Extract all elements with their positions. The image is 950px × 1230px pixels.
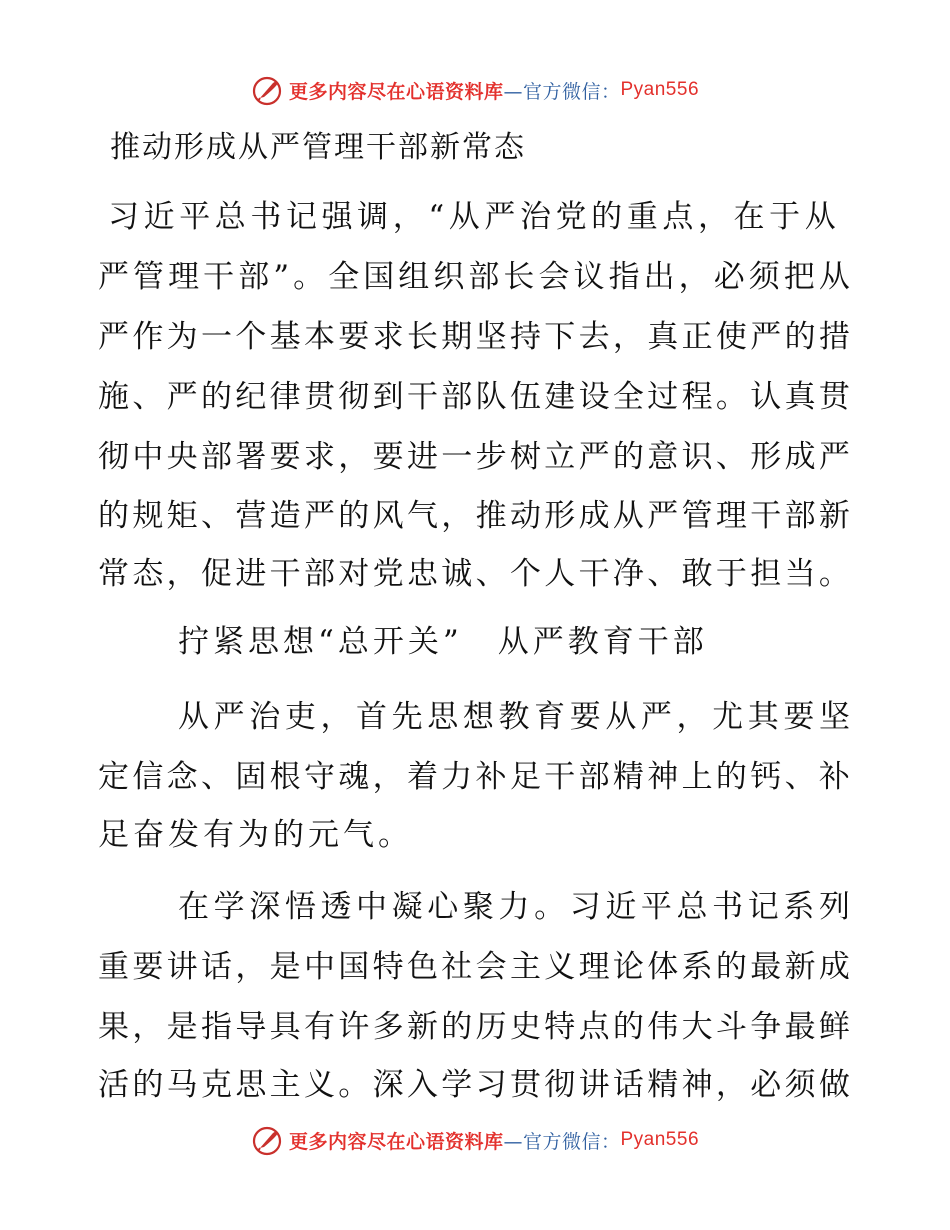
paragraph-line: 彻 中 央 部 署 要 求 ， 要 进 一 步 树 立 严 的 意 识 、 形 成 严 — [98, 439, 850, 475]
paragraph-line: 严 管 理 干 部 ” 。 全 国 组 织 部 长 会 议 指 出 ， 必 须 把 从 — [98, 259, 850, 295]
wechat-id: Pyan556 — [620, 1129, 700, 1150]
paragraph-line: 习 近 平 总 书 记 强 调 ， “ 从 严 治 党 的 重 点 ， 在 于 从 — [108, 199, 836, 235]
quill-pen-logo-icon — [251, 74, 283, 106]
site-name: 更多内容尽在心语资料库 — [288, 80, 504, 103]
paragraph-line: 严 作 为 一 个 基 本 要 求 长 期 坚 持 下 去 ， 真 正 使 严 的 措 — [98, 319, 850, 355]
paragraph-line: 足奋发有为的元气。 — [98, 817, 413, 853]
header-banner — [0, 70, 950, 110]
wechat-label: —官方微信： — [503, 1130, 621, 1153]
site-name: 更多内容尽在心语资料库 — [288, 1130, 504, 1153]
paragraph-line: 活 的 马 克 思 主 义 。 深 入 学 习 贯 彻 讲 话 精 神 ， 必 须 做 — [98, 1067, 850, 1103]
document-title: 推动形成从严管理干部新常态 — [110, 130, 526, 165]
paragraph-line: 的 规 矩 、 营 造 严 的 风 气 ， 推 动 形 成 从 严 管 理 干 部 新 — [98, 498, 850, 534]
wechat-label: —官方微信： — [503, 80, 621, 103]
section-heading: 拧紧思想“总开关” 从严教育干部 — [178, 624, 708, 660]
paragraph-line: 定 信 念 、 固 根 守 魂 ， 着 力 补 足 干 部 精 神 上 的 钙 、 补 — [98, 759, 850, 795]
paragraph-line: 重 要 讲 话 ， 是 中 国 特 色 社 会 主 义 理 论 体 系 的 最 新 成 — [98, 949, 850, 985]
paragraph-line: 从 严 治 吏 ， 首 先 思 想 教 育 要 从 严 ， 尤 其 要 坚 — [178, 699, 850, 735]
paragraph-line: 施 、 严 的 纪 律 贯 彻 到 干 部 队 伍 建 设 全 过 程 。 认 真 贯 — [98, 379, 850, 415]
footer-banner — [0, 1120, 950, 1160]
paragraph-line: 果 ， 是 指 导 具 有 许 多 新 的 历 史 特 点 的 伟 大 斗 争 最 鲜 — [98, 1009, 850, 1045]
wechat-id: Pyan556 — [620, 79, 700, 100]
quill-pen-logo-icon — [251, 1124, 283, 1156]
paragraph-line: 在 学 深 悟 透 中 凝 心 聚 力 。 习 近 平 总 书 记 系 列 — [178, 889, 850, 925]
paragraph-line: 常 态 ， 促 进 干 部 对 党 忠 诚 、 个 人 干 净 、 敢 于 担 当 。 — [98, 556, 850, 592]
